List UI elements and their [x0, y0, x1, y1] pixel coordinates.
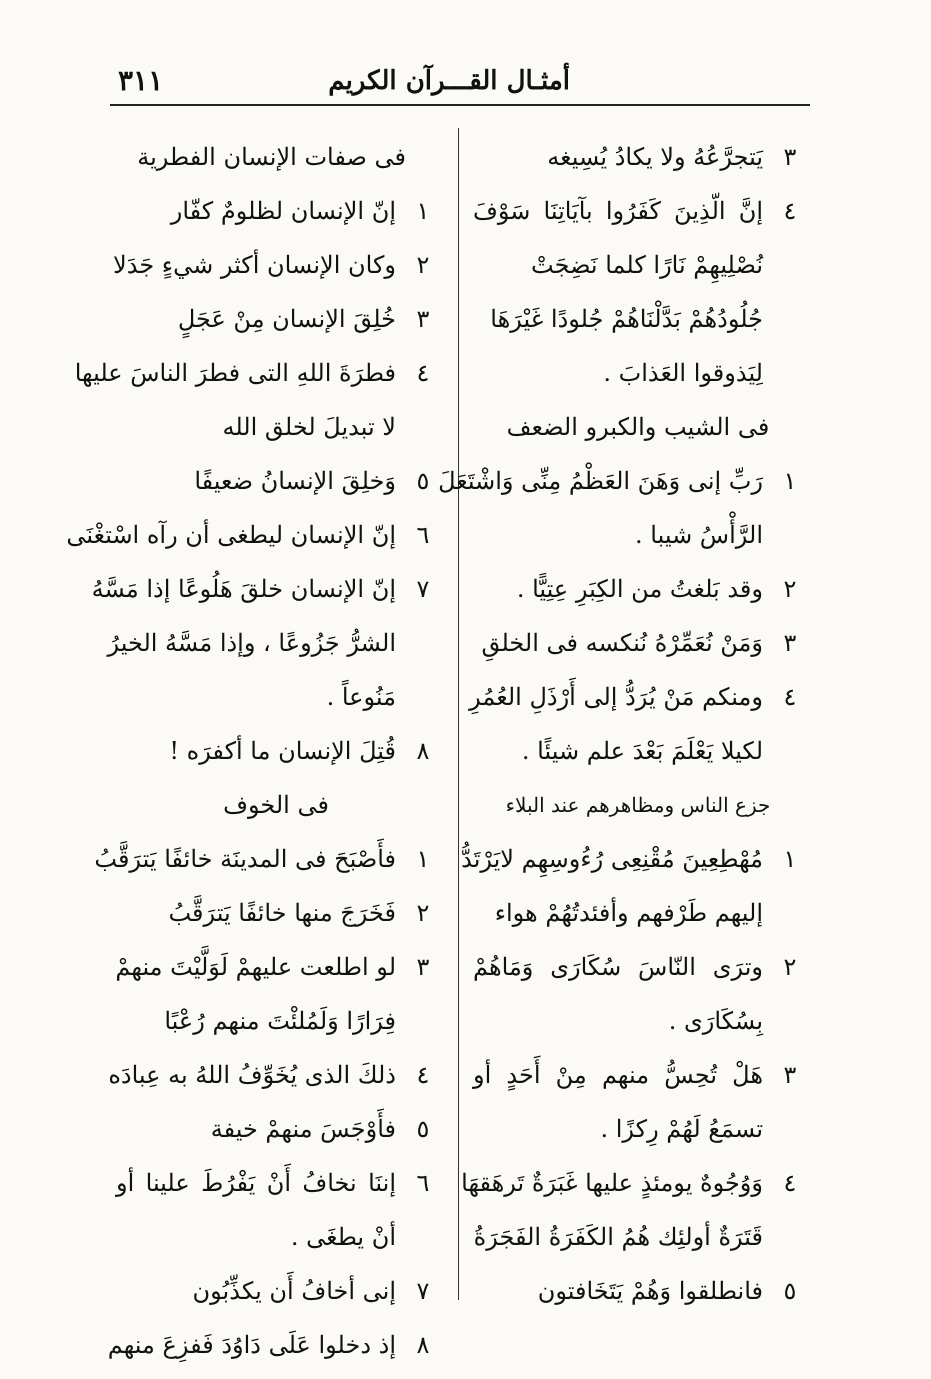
verse-number: ٦: [416, 1169, 430, 1197]
left-column: [66, 130, 436, 1372]
verse-number: ٥: [416, 467, 430, 495]
verse-text: لكيلا يَعْلَمَ بَعْدَ علم شيئًا .: [521, 737, 763, 765]
verse-number: ٨: [416, 737, 430, 765]
verse-text: هَلْ تُحِسُّ منهم مِنْ أَحَدٍ أو: [473, 1061, 763, 1089]
verse-number: ٦: [416, 521, 430, 549]
numbered-verse-line: [469, 670, 803, 724]
verse-text: إليهم طَرْفهم وأفئدتُهُمْ هواء: [494, 899, 763, 927]
numbered-verse-line: [473, 562, 803, 616]
verse-text: ذلكَ الذى يُخَوِّفُ اللهُ به عِبادَه: [108, 1061, 396, 1089]
verse-number: ٤: [783, 197, 797, 225]
verse-number: ٥: [416, 1115, 430, 1143]
verse-text: يَتجرَّعُهُ ولا يكادُ يُسِيغه: [547, 143, 763, 171]
numbered-verse-line: [461, 1156, 803, 1210]
verse-text: فَخَرَجَ منها خائفًا يَترَقَّبُ: [168, 899, 396, 927]
verse-text: لِيَذوقوا العَذابَ .: [603, 359, 763, 387]
verse-text: فأَصْبَحَ فى المدينَة خائفًا يَترَقَّبُ: [94, 845, 396, 873]
verse-number: ٢: [416, 899, 430, 927]
verse-number: ٤: [783, 1169, 797, 1197]
verse-text: فانطلقوا وَهُمْ يَتَخَافتون: [537, 1277, 763, 1305]
numbered-verse-line: [473, 1048, 803, 1102]
verse-continuation-line: [116, 994, 436, 1048]
verse-continuation-line: [116, 400, 436, 454]
verse-number: ٤: [416, 1061, 430, 1089]
verse-text: وَوُجُوهٌ يومئذٍ عليها غَبَرَةٌ تَرهَقهَا: [461, 1169, 763, 1197]
verse-text: إذ دخلوا عَلَى دَاوُدَ فَفزِعَ منهم: [107, 1331, 396, 1359]
verse-text: الشرُّ جَزُوعًا ، وإذا مَسَّهُ الخيرُ: [107, 629, 396, 657]
numbered-verse-line: [116, 1102, 436, 1156]
column-divider: [458, 128, 459, 1300]
verse-text: قُتِلَ الإنسان ما أكفرَه !: [169, 737, 396, 765]
numbered-verse-line: [116, 940, 436, 994]
numbered-verse-line: [473, 130, 803, 184]
verse-text: إنَّ الّذِينَ كَفَرُوا بآيَاتِنَا سَوْفَ: [473, 197, 763, 225]
numbered-verse-line: [116, 454, 436, 508]
verse-continuation-line: [473, 994, 803, 1048]
verse-continuation-line: [473, 886, 803, 940]
verse-number: ٤: [416, 359, 430, 387]
verse-number: ٥: [783, 1277, 797, 1305]
verse-continuation-line: [473, 508, 803, 562]
verse-text: رَبِّ إنى وَهَنَ العَظْمُ مِنِّى وَاشْتَعَلَ: [438, 467, 763, 495]
verse-continuation-line: [107, 616, 436, 670]
verse-text: فِرَارًا وَلَمُلئْتَ منهم رُعْبًا: [164, 1007, 396, 1035]
verse-text: قَتَرَةٌ أولئِك هُمُ الكَفَرَةُ الفَجَرَةُ: [473, 1223, 763, 1251]
numbered-verse-line: [438, 454, 803, 508]
verse-continuation-line: [473, 346, 803, 400]
verse-continuation-line: [116, 1210, 436, 1264]
verse-continuation-line: [473, 292, 803, 346]
numbered-verse-line: [473, 616, 803, 670]
verse-text: إنّ الإنسان ليطغى أن رآه اسْتغْنَى: [66, 521, 396, 549]
verse-text: إنّ الإنسان خلقَ هَلُوعًا إذا مَسَّهُ: [91, 575, 396, 603]
verse-continuation-line: [473, 724, 803, 778]
verse-text: وكان الإنسان أكثر شيءٍ جَدَلا: [113, 251, 396, 279]
right-column: [438, 130, 803, 1318]
verse-text: إنّ الإنسان لظلومٌ كفّار: [170, 197, 396, 225]
numbered-verse-line: [66, 508, 436, 562]
verse-number: ٣: [416, 305, 430, 333]
verse-number: ١: [416, 845, 430, 873]
numbered-verse-line: [116, 1156, 436, 1210]
numbered-verse-line: [91, 562, 436, 616]
verse-text: لا تبديلَ لخلق الله: [222, 413, 396, 441]
verse-text: مُهْطِعِينَ مُقْنِعِى رُءُوسِهِم لايَرْتَدُّ: [461, 845, 763, 873]
numbered-verse-line: [74, 346, 436, 400]
verse-number: ٢: [783, 953, 797, 981]
page-number: ٣١١: [118, 64, 164, 97]
verse-number: ١: [416, 197, 430, 225]
running-title: أمثـال القـــرآن الكريم: [328, 66, 570, 96]
verse-number: ٢: [416, 251, 430, 279]
verse-text: فأَوْجَسَ منهمْ خيفة: [210, 1115, 396, 1143]
numbered-verse-line: [473, 940, 803, 994]
verse-number: ١: [783, 467, 797, 495]
numbered-verse-line: [473, 1264, 803, 1318]
verse-text: وَخلِقَ الإنسانُ ضعيفًا: [194, 467, 396, 495]
verse-text: فطرَةَ اللهِ التى فطرَ الناسَ عليها: [74, 359, 396, 387]
verse-text: وقد بَلغتُ من الكِبَرِ عِتِيًّا .: [516, 575, 763, 603]
verse-number: ٤: [783, 683, 797, 711]
numbered-verse-line: [107, 1318, 436, 1372]
section-heading: جزع الناس ومظاهرهم عند البلاء: [505, 793, 771, 817]
verse-number: ٣: [783, 143, 797, 171]
verse-number: ٧: [416, 1277, 430, 1305]
verse-text: بِسُكَارَى .: [668, 1007, 763, 1035]
verse-continuation-line: [116, 670, 436, 724]
verse-number: ٢: [783, 575, 797, 603]
numbered-verse-line: [461, 832, 803, 886]
verse-text: إنى أخافُ أَن يكذِّبُون: [192, 1277, 396, 1305]
verse-text: مَنُوعاً .: [326, 683, 396, 711]
numbered-verse-line: [116, 1264, 436, 1318]
verse-text: لو اطلعت عليهمْ لَوَلَّيْتَ منهمْ: [115, 953, 396, 981]
verse-text: إننَا نخافُ أَنْ يَفْرُطَ علينا أو: [116, 1169, 396, 1197]
page-header: [110, 58, 810, 106]
section-heading: فى الشيب والكبرو الضعف: [506, 413, 770, 441]
numbered-verse-line: [108, 1048, 436, 1102]
numbered-verse-line: [116, 724, 436, 778]
verse-text: نُصْلِيهِمْ نَارًا كلما نَضِجَتْ: [531, 251, 763, 279]
verse-text: وَمَنْ نُعَمِّرْهُ نُنكسه فى الخلقِ: [481, 629, 763, 657]
numbered-verse-line: [473, 184, 803, 238]
verse-number: ١: [783, 845, 797, 873]
section-heading: فى صفات الإنسان الفطرية: [137, 143, 406, 171]
verse-text: خُلِقَ الإنسان مِنْ عَجَلٍ: [177, 305, 396, 333]
verse-text: وترَى النّاسَ سُكَارَى وَمَاهُمْ: [473, 953, 763, 981]
numbered-verse-line: [113, 238, 436, 292]
verse-text: أنْ يطغَى .: [290, 1223, 396, 1251]
numbered-verse-line: [116, 184, 436, 238]
verse-text: الرَّأْسُ شيبا .: [635, 521, 763, 549]
verse-number: ٣: [416, 953, 430, 981]
verse-text: ومنكم مَنْ يُرَدُّ إلى أَرْذَلِ العُمُرِ: [469, 683, 763, 711]
numbered-verse-line: [94, 832, 436, 886]
verse-text: جُلُودُهُمْ بَدَّلْنَاهُمْ جُلودًا غَيْرَهَا: [490, 305, 763, 333]
verse-continuation-line: [473, 1210, 803, 1264]
numbered-verse-line: [116, 886, 436, 940]
verse-continuation-line: [473, 1102, 803, 1156]
verse-number: ٣: [783, 1061, 797, 1089]
verse-number: ٣: [783, 629, 797, 657]
section-heading: فى الخوف: [223, 791, 329, 819]
verse-continuation-line: [473, 238, 803, 292]
verse-text: تسمَعُ لَهُمْ رِكزًا .: [600, 1115, 763, 1143]
numbered-verse-line: [116, 292, 436, 346]
verse-number: ٨: [416, 1331, 430, 1359]
verse-number: ٧: [416, 575, 430, 603]
